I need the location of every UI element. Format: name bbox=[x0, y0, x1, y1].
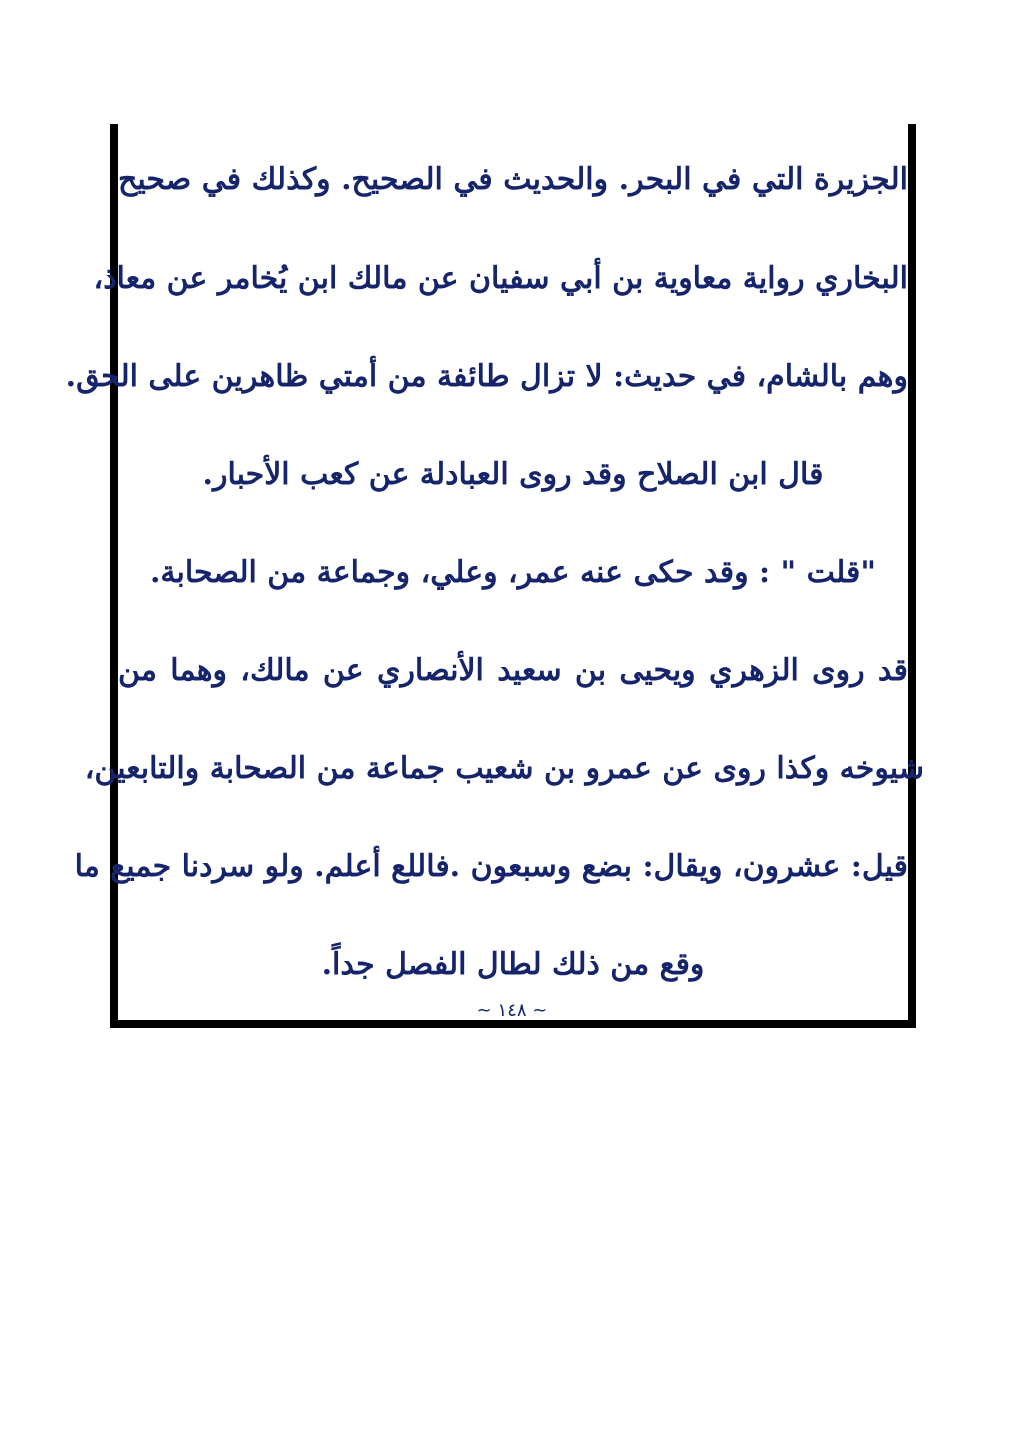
text-line-2: البخاري رواية معاوية بن أبي سفيان عن مالك ابن يُخامر عن معاذ، bbox=[93, 261, 908, 296]
page-body-lower bbox=[65, 0, 908, 1030]
text-line-1: الجزيرة التي في البحر. والحديث في الصحيح. وكذلك في صحيح bbox=[118, 162, 908, 197]
text-line-4: قال ابن الصلاح وقد روى العبادلة عن كعب الأحبار. bbox=[202, 457, 824, 492]
text-line-5: "قلت " : وقد حكى عنه عمر، وعلي، وجماعة من الصحابة. bbox=[149, 555, 876, 590]
text-line-8: قيل: عشرون، ويقال: بضع وسبعون .فاللع أعلم. ولو سردنا جميع ما bbox=[74, 849, 908, 884]
text-line-3: وهم بالشام، في حديث: لا تزال طائفة من أمتي ظاهرين على الحق. bbox=[65, 359, 908, 394]
text-line-6: قد روى الزهري ويحيى بن سعيد الأنصاري عن مالك، وهما من bbox=[118, 653, 908, 688]
page-number: ~ ١٤٨ ~ bbox=[476, 1000, 548, 1021]
text-line-7: شيوخه وكذا روى عن عمرو بن شعيب جماعة من الصحابة والتابعين، bbox=[84, 751, 924, 786]
text-line-9: وقع من ذلك لطال الفصل جداً. bbox=[321, 947, 705, 982]
